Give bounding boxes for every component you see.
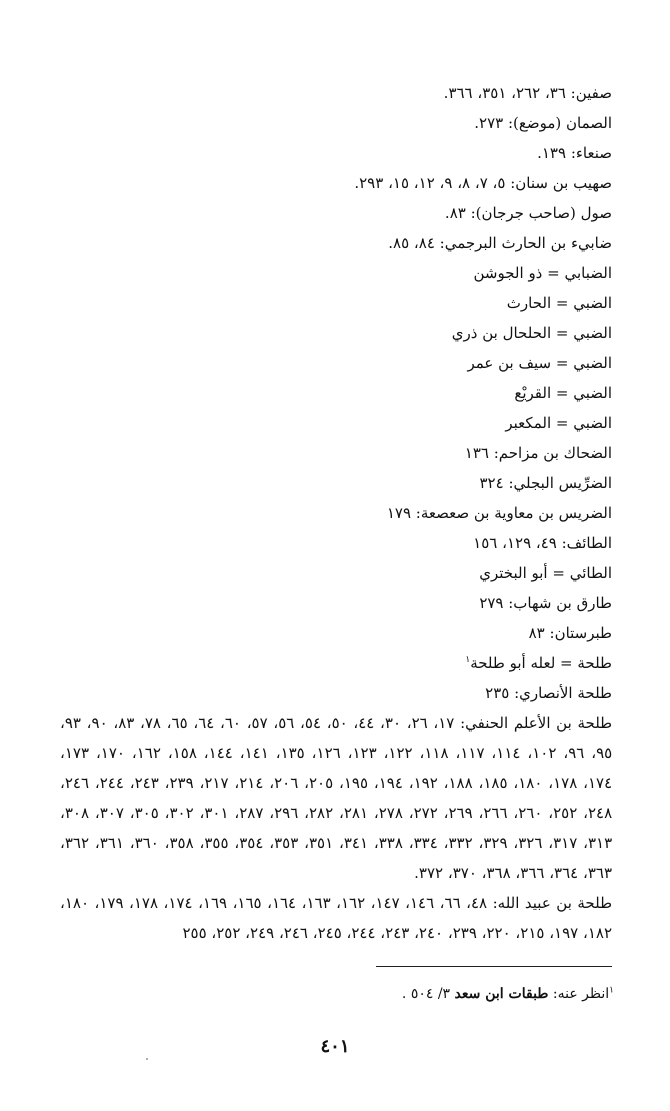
index-entry-long: طلحة بن الأعلم الحنفي: ١٧، ٢٦، ٣٠، ٤٤، ٥٠، ٥٤، ٥٦، ٥٧، ٦٠، ٦٤، ٦٥، ٧٨، ٨٣، ٩٠، ٩٣، ٩٥، ٩٦، ١٠٢، ١١٤، ١١٧، ١١٨، ١٢٢، ١٢٣، ١٢٦، ١٣٥، ١٤١، ١٤٤، ١٥٨، ١٦٢، ١٧٠، ١٧٣، ١٧٤، ١٧٨، ١٨٠، ١٨٥، ١٨٨، ١٩٢، ١٩٤، ١٩٥، ٢٠٥، ٢٠٦، ٢١٤، ٢١٧، ٢٣٩، ٢٤٣، ٢٤٤، ٢٤٦، ٢٤٨، ٢٥٢، ٢٦٠، ٢٦٦، ٢٦٩، ٢٧٢، ٢٧٨، ٢٨١، ٢٨٢، ٢٩٦، ٢٨٧، ٣٠١، ٣٠٢، ٣٠٥، ٣٠٧، ٣٠٨، ٣١٣، ٣١٧، ٣٢٦، ٣٢٩، ٣٣٢، ٣٣٤، ٣٣٨، ٣٤١، ٣٥١، ٣٥٣، ٣٥٤، ٣٥٥، ٣٥٨، ٣٦٠، ٣٦١، ٣٦٢، ٣٦٣، ٣٦٤، ٣٦٦، ٣٦٨، ٣٧٠، ٣٧٢. <box>60 714 613 882</box>
index-entry: صول (صاحب جرجان): ٨٣. <box>444 204 612 222</box>
footnote-reference: ٣/ ٥٠٤ . <box>401 986 451 1002</box>
index-entry: الضحاك بن مزاحم: ١٣٦ <box>464 444 612 462</box>
index-entry: الضرِّيس البجلي: ٣٢٤ <box>479 474 612 492</box>
index-entry: طارق بن شهاب: ٢٧٩ <box>479 594 612 612</box>
footnote-source: طبقات ابن سعد <box>454 986 549 1002</box>
index-entry: الضبي = القريْع <box>514 384 612 402</box>
footnote <box>62 982 614 1006</box>
index-entry: الضبي = الحلحال بن ذري <box>451 324 612 342</box>
index-entry-long: طلحة بن عبيد الله: ٤٨، ٦٦، ١٤٦، ١٤٧، ١٦٢، ١٦٣، ١٦٤، ١٦٥، ١٦٩، ١٧٤، ١٧٨، ١٧٩، ١٨٠، ١٨٢، ١٩٧، ٢١٥، ٢٢٠، ٢٣٩، ٢٤٠، ٢٤٣، ٢٤٤، ٢٤٥، ٢٤٦، ٢٤٩، ٢٥٢، ٢٥٥ <box>60 894 613 942</box>
index-entry: طبرستان: ٨٣ <box>528 624 612 642</box>
footnote-separator <box>376 966 612 967</box>
scan-speck <box>146 1058 148 1060</box>
index-entry: الضبي = المكعبر <box>505 414 612 432</box>
index-entry: الصمان (موضع): ٢٧٣. <box>474 114 612 132</box>
index-entry: صهيب بن سنان: ٥، ٧، ٨، ٩، ١٢، ١٥، ٢٩٣. <box>354 174 612 192</box>
index-entry: الضبي = سيف بن عمر <box>467 354 612 372</box>
index-entry: صنعاء: ١٣٩. <box>537 144 612 162</box>
index-entries <box>60 78 612 948</box>
footnote-marker: ١ <box>465 655 471 665</box>
index-entry: صفين: ٣٦، ٢٦٢، ٣٥١، ٣٦٦. <box>443 84 612 102</box>
page-number: ٤٠١ <box>320 1036 350 1057</box>
index-entry: طلحة الأنصاري: ٢٣٥ <box>485 684 612 702</box>
index-entry: الطائي = أبو البختري <box>479 564 612 582</box>
index-entry: الضريس بن معاوية بن صعصعة: ١٧٩ <box>386 504 612 522</box>
index-entry: الضبابي = ذو الجوشن <box>473 264 612 282</box>
footnote-prefix: انظر عنه: <box>552 986 610 1002</box>
index-entry: ضابيء بن الحارث البرجمي: ٨٤، ٨٥. <box>388 234 612 252</box>
index-entry-with-note <box>60 648 612 678</box>
entry-text: طلحة = لعله أبو طلحة <box>470 654 612 672</box>
footnote-number: ١ <box>609 985 614 996</box>
index-entry: الطائف: ٤٩، ١٢٩، ١٥٦ <box>473 534 612 552</box>
index-entry: الضبي = الحارث <box>506 294 612 312</box>
